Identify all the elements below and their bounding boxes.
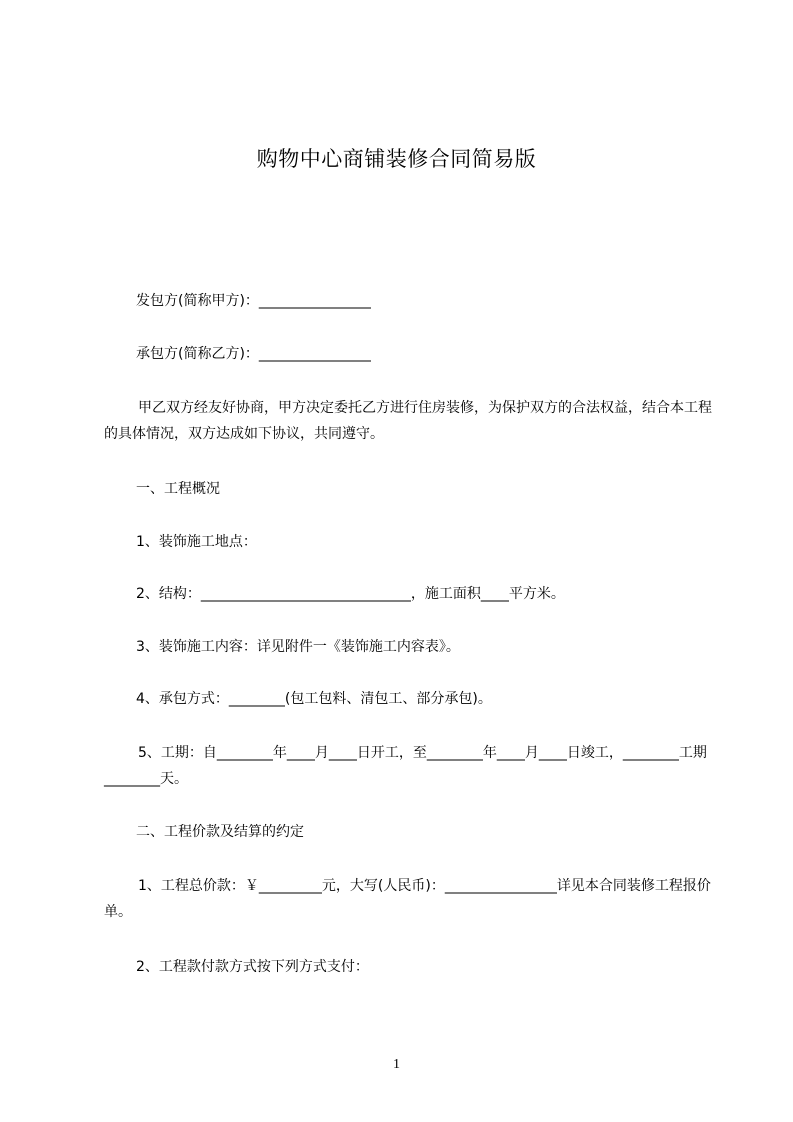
clause-2-1: 1、工程总价款：￥_________元，大写(人民币)：________________详见本合同装修工程报价单。 — [104, 878, 711, 920]
clause-1-5: 5、工期：自________年____月____日开工，至________年____月____日竣工，________工期________天。 — [104, 745, 707, 787]
intro-paragraph: 甲乙双方经友好协商，甲方决定委托乙方进行住房装修，为保护双方的合法权益，结合本工程的具体情况，双方达成如下协议，共同遵守。 — [104, 400, 712, 442]
party-b-line: 承包方(简称乙方)：________________ — [136, 346, 371, 362]
clause-1-1: 1、装饰施工地点： — [136, 534, 257, 550]
clause-1-2: 2、结构：______________________________，施工面积____平方米。 — [136, 586, 565, 602]
page-number: 1 — [393, 1057, 400, 1072]
party-a-line: 发包方(简称甲方)：________________ — [136, 293, 371, 309]
section-2-heading: 二、工程价款及结算的约定 — [136, 824, 304, 840]
section-1-heading: 一、工程概况 — [136, 481, 220, 497]
clause-2-2: 2、工程款付款方式按下列方式支付： — [136, 959, 369, 975]
clause-1-3: 3、装饰施工内容：详见附件一《装饰施工内容表》。 — [136, 639, 460, 655]
document-title: 购物中心商铺装修合同简易版 — [256, 147, 537, 171]
clause-1-4: 4、承包方式：________(包工包料、清包工、部分承包)。 — [136, 691, 492, 707]
